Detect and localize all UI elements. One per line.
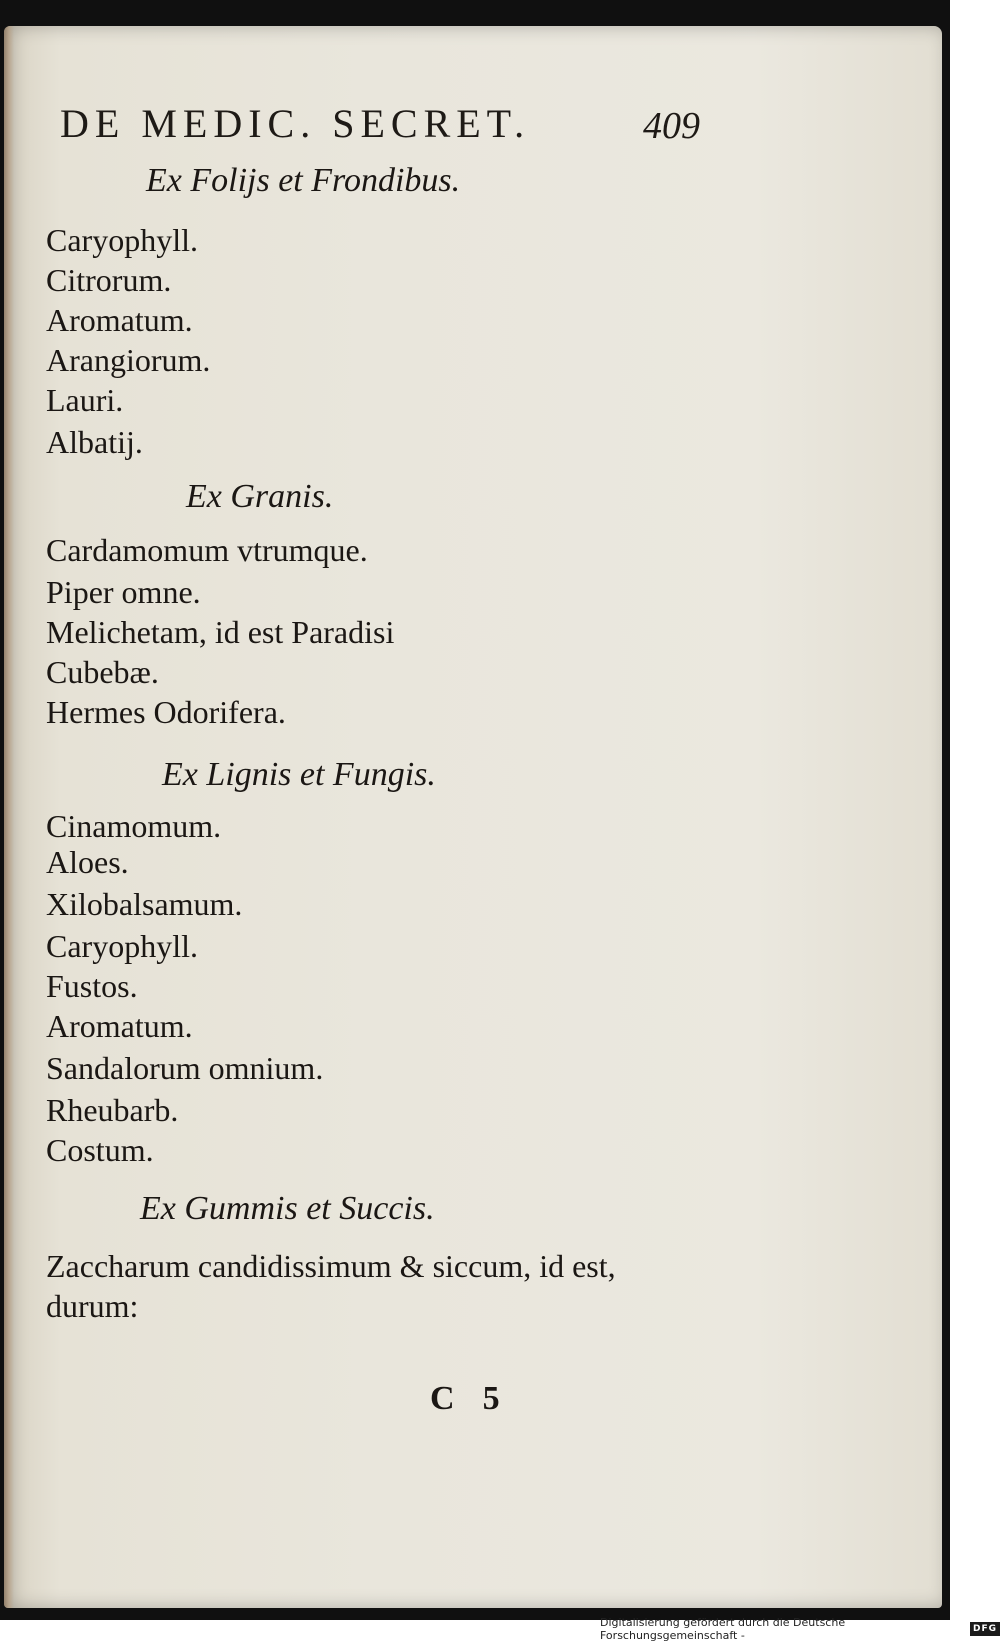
section-heading: Ex Folijs et Frondibus. <box>146 162 461 199</box>
signature-mark <box>430 1380 528 1418</box>
list-item: Caryophyll. <box>46 222 198 258</box>
list-item: Rheubarb. <box>46 1092 179 1128</box>
list-item: Xilobalsamum. <box>46 886 243 922</box>
list-item: Caryophyll. <box>46 928 198 964</box>
list-item: Costum. <box>46 1132 154 1168</box>
running-title: DE MEDIC. SECRET. <box>60 101 531 146</box>
list-item: Fustos. <box>46 968 138 1004</box>
list-item: Melichetam, id est Paradisi <box>46 614 395 650</box>
list-item: Aromatum. <box>46 1008 193 1044</box>
page-number: 409 <box>643 105 700 147</box>
list-item: Hermes Odorifera. <box>46 694 286 730</box>
list-item: Sandalorum omnium. <box>46 1050 324 1086</box>
list-item: Citrorum. <box>46 262 172 298</box>
list-item: Cardamomum vtrumque. <box>46 532 368 568</box>
list-item: Lauri. <box>46 382 124 418</box>
list-item: Albatij. <box>46 424 143 460</box>
signature-number: 5 <box>482 1380 528 1417</box>
list-item: Aloes. <box>46 844 129 880</box>
credit-text: Digitalisierung gefördert durch die Deutsche Forschungsgemeinschaft - <box>600 1616 846 1642</box>
section-heading: Ex Lignis et Fungis. <box>162 756 436 793</box>
list-item: Cinamomum. <box>46 808 222 844</box>
list-item: Arangiorum. <box>46 342 211 378</box>
section-heading: Ex Granis. <box>186 478 334 515</box>
list-item: Aromatum. <box>46 302 193 338</box>
list-item: Piper omne. <box>46 574 201 610</box>
page-gutter-shadow <box>4 26 14 1608</box>
section-heading: Ex Gummis et Succis. <box>140 1190 435 1227</box>
signature-letter: C <box>430 1380 483 1417</box>
list-item: Zaccharum candidissimum & siccum, id est, durum: <box>46 1248 616 1324</box>
page-header <box>60 100 700 160</box>
digitization-credit <box>600 1616 1000 1642</box>
dfg-logo: DFG <box>970 1622 1000 1636</box>
list-item: Cubebæ. <box>46 654 159 690</box>
